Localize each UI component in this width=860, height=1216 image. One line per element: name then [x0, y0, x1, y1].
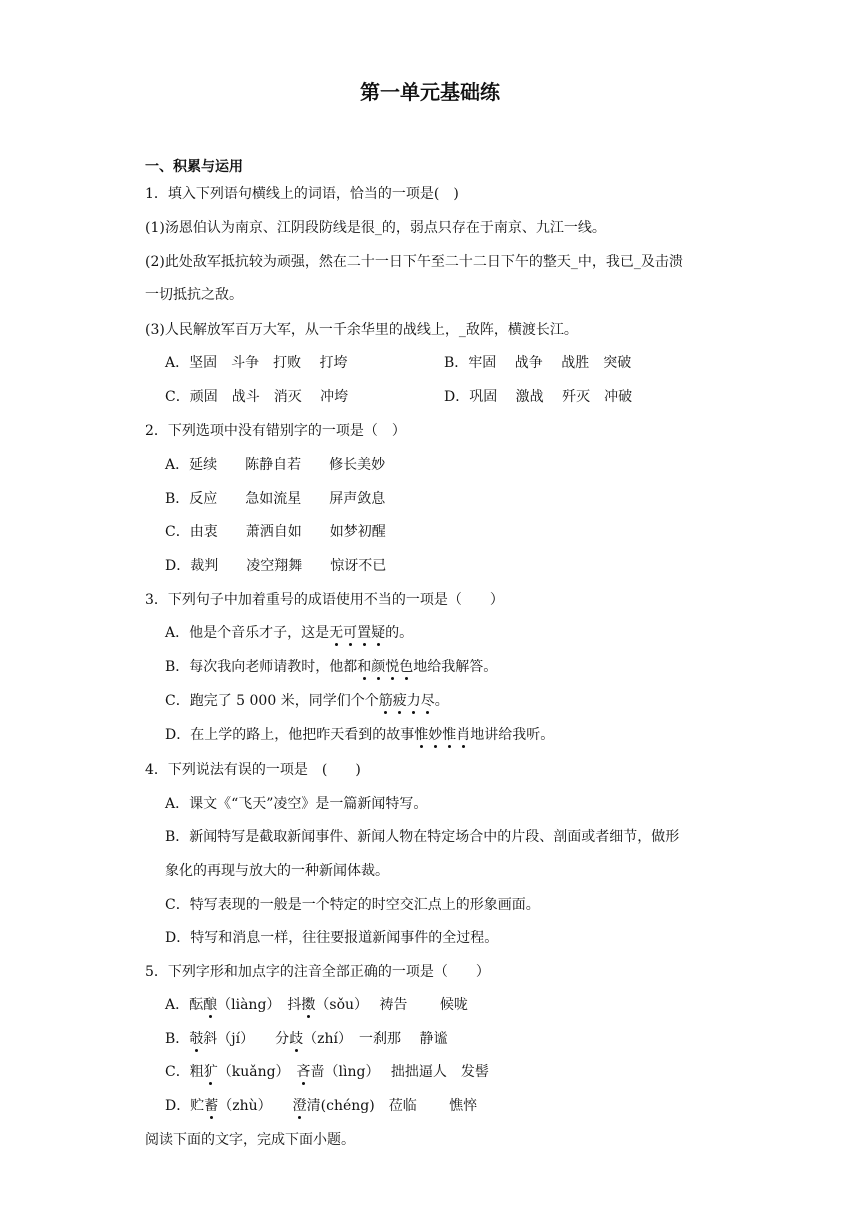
- question-4-option-c: C．特写表现的一般是一个特定的时空交汇点上的形象画面。: [165, 897, 540, 913]
- emphasized-idiom: [379, 693, 435, 709]
- dotted-char: 犷: [203, 1064, 218, 1080]
- question-1-sentence-1: (1)汤恩伯认为南京、江阴段防线是很_的，弱点只存在于南京、九江一线。: [145, 220, 606, 236]
- dotted-char: 歧: [289, 1031, 304, 1047]
- emphasis-char: 肖: [456, 727, 471, 743]
- emphasis-char: 筋: [378, 693, 393, 709]
- question-5-option-a: [165, 995, 468, 1015]
- question-1-option-d: D．巩固 激战 歼灭 冲破: [444, 389, 633, 405]
- option-text: 啬（lìng） 拙拙逼人 发髻: [310, 1064, 489, 1080]
- emphasis-char: 尽: [420, 693, 435, 709]
- emphasis-char: 力: [406, 693, 421, 709]
- option-text: A．酝: [165, 997, 204, 1013]
- dotted-char: 澄: [292, 1098, 307, 1114]
- emphasis-char: 惟: [414, 727, 429, 743]
- emphasis-char: 和: [357, 659, 372, 675]
- question-1-sentence-2-cont: 一切抵抗之敌。: [145, 287, 243, 303]
- emphasized-idiom: [357, 659, 413, 675]
- dotted-char: 攲: [189, 1031, 204, 1047]
- question-4-option-b-cont: 象化的再现与放大的一种新闻体裁。: [165, 863, 389, 879]
- question-5-option-b: [165, 1029, 447, 1049]
- dotted-char: 酿: [203, 997, 218, 1013]
- question-1-option-c: C．顽固 战斗 消灭 冲垮: [165, 389, 349, 405]
- question-2-stem: 2．下列选项中没有错别字的一项是（ ）: [145, 423, 406, 439]
- emphasis-char: 惟: [442, 727, 457, 743]
- question-5-option-c: [165, 1062, 489, 1082]
- reading-instructions: 阅读下面的文字，完成下面小题。: [145, 1132, 355, 1148]
- question-2-option-b: B．反应 急如流星 屏声敛息: [165, 491, 386, 507]
- question-2-option-a: A．延续 陈静自若 修长美妙: [165, 457, 386, 473]
- question-1-option-a: A．坚固 斗争 打败 打垮: [165, 355, 348, 371]
- emphasis-char: 置: [357, 625, 372, 641]
- section-heading: 一、积累与运用: [145, 159, 243, 175]
- option-text: D．在上学的路上，他把昨天看到的故事: [165, 727, 415, 743]
- emphasis-char: 颜: [371, 659, 386, 675]
- emphasis-char: 悦: [385, 659, 400, 675]
- question-3-option-c: [165, 691, 449, 711]
- question-3-option-d: [165, 725, 554, 745]
- emphasized-idiom: [414, 727, 470, 743]
- emphasis-char: 疲: [392, 693, 407, 709]
- question-1-sentence-2: (2)此处敌军抵抗较为顽强，然在二十一日下午至二十二日下午的整天_中，我已_及击溃: [145, 254, 683, 270]
- dotted-char: 吝: [296, 1064, 311, 1080]
- emphasis-char: 可: [343, 625, 358, 641]
- question-1-option-b: B．牢固 战争 战胜 突破: [444, 355, 632, 371]
- question-4-option-b: B．新闻特写是截取新闻事件、新闻人物在特定场合中的片段、剖面或者细节，做形: [165, 829, 680, 845]
- option-text: （liàng） 抖: [217, 997, 302, 1013]
- option-text: C．粗: [165, 1064, 204, 1080]
- option-text: 的。: [385, 625, 414, 641]
- emphasis-char: 无: [329, 625, 344, 641]
- emphasis-char: 妙: [428, 727, 443, 743]
- option-text: 地给我解答。: [413, 659, 498, 675]
- option-text: B．: [165, 1031, 190, 1047]
- option-text: B．每次我向老师请教时，他都: [165, 659, 358, 675]
- emphasis-char: 疑: [371, 625, 386, 641]
- emphasis-char: 色: [399, 659, 414, 675]
- option-text: （kuǎng）: [217, 1064, 297, 1080]
- option-text: （zhù）: [218, 1098, 293, 1114]
- question-2-option-c: C．由衷 萧洒自如 如梦初醒: [165, 524, 386, 540]
- option-text: 。: [434, 693, 449, 709]
- option-text: C．跑完了 5 000 米，同学们个个: [165, 693, 379, 709]
- question-5-option-d: [165, 1096, 477, 1116]
- question-1-sentence-3: (3)人民解放军百万大军，从一千余华里的战线上，_敌阵，横渡长江。: [145, 322, 578, 338]
- emphasized-idiom: [329, 625, 385, 641]
- question-5-stem: 5．下列字形和加点字的注音全部正确的一项是（ ）: [145, 964, 490, 980]
- question-4-stem: 4．下列说法有误的一项是 ( ): [145, 762, 361, 778]
- option-text: 斜（jí） 分: [203, 1031, 290, 1047]
- question-4-option-a: A．课文《“飞天”凌空》是一篇新闻特写。: [165, 796, 428, 812]
- question-2-option-d: D．裁判 凌空翔舞 惊讶不已: [165, 558, 387, 574]
- question-4-option-d: D．特写和消息一样，往往要报道新闻事件的全过程。: [165, 930, 499, 946]
- option-text: D．贮: [165, 1098, 205, 1114]
- option-text: 清(chéng) 莅临 憔悴: [306, 1098, 478, 1114]
- option-text: A．他是个音乐才子，这是: [165, 625, 330, 641]
- question-3-option-b: [165, 657, 497, 677]
- dotted-char: 蓄: [204, 1098, 219, 1114]
- question-1-stem: 1．填入下列语句横线上的词语，恰当的一项是( ): [145, 186, 459, 202]
- question-3-stem: 3．下列句子中加着重号的成语使用不当的一项是（ ）: [145, 592, 504, 608]
- option-text: （zhí） 一刹那 静谧: [303, 1031, 448, 1047]
- question-3-option-a: [165, 623, 413, 643]
- page-title: 第一单元基础练: [360, 80, 500, 104]
- dotted-char: 擞: [301, 997, 316, 1013]
- option-text: 地讲给我听。: [470, 727, 555, 743]
- option-text: （sǒu） 祷告 候咙: [315, 997, 468, 1013]
